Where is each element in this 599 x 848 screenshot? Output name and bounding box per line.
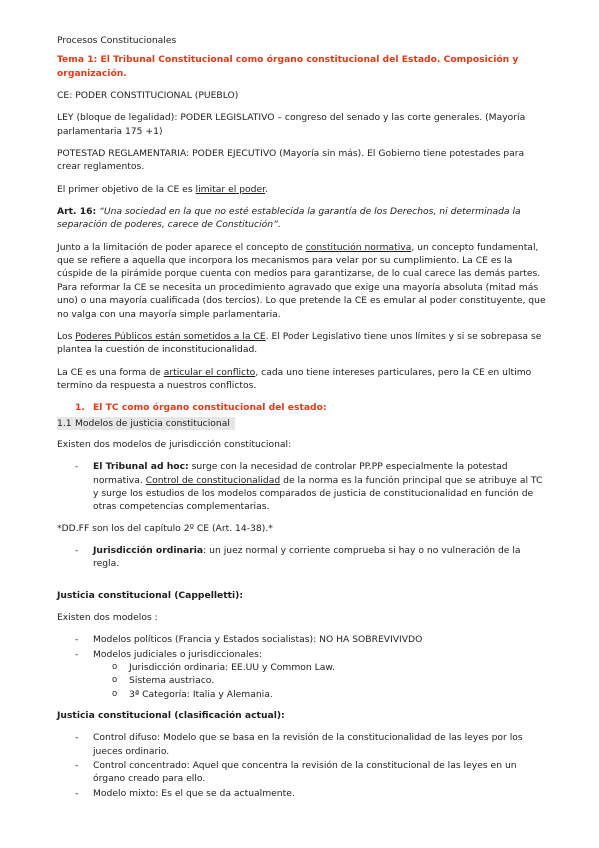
list-item xyxy=(57,460,547,513)
list-item xyxy=(57,544,547,571)
heading-cappelletti: Justicia constitucional (Cappelletti): xyxy=(57,589,244,601)
subsection-number: 1.1 xyxy=(57,417,72,429)
line-ley: LEY (bloque de legalidad): PODER LEGISLATIVO – congreso del senado y las corte generales. (Mayoría parlamentaria 175 +1) xyxy=(57,112,526,137)
text-span: surge con la necesidad de controlar PP.PP especialmente la potestad normativa. xyxy=(93,461,508,486)
sub-list-item: o 3ª Categoría: Italia y Alemania. xyxy=(93,688,547,701)
line-objetivo xyxy=(57,183,547,196)
sub-list-item: o Jurisdicción ordinaria: EE.UU y Common Law. xyxy=(93,661,547,674)
section-title: El TC como órgano constitucional del estado: xyxy=(93,402,327,414)
list-item: - Control difuso: Modelo que se basa en la revisión de la constitucionalidad de las leyes por los jueces ordinario. xyxy=(57,731,547,758)
underlined-text: articular el conflicto xyxy=(163,366,256,378)
list-item: - Modelo mixto: Es el que se da actualmente. xyxy=(57,787,547,800)
text-span: La CE es una forma de xyxy=(57,366,164,378)
underlined-text: Poderes Públicos están sometidos a la CE xyxy=(75,330,266,342)
underlined-text: constitución normativa xyxy=(305,241,412,253)
document-page xyxy=(57,34,547,808)
text-span: . xyxy=(265,183,269,195)
text-span: . El Poder Legislativo tiene unos límites y si se sobrepasa se plantea la cuestión de inconstitucionalidad. xyxy=(57,330,542,356)
text-span: : un juez normal y corriente comprueba si hay o no vulneración de la regla. xyxy=(93,544,521,570)
text-span: , cada uno tiene intereses particulares, pero la CE en ultimo termino da respuesta a nuestros conflictos. xyxy=(57,366,532,391)
underlined-text: Control de constitucionalidad xyxy=(145,474,281,486)
paragraph-constitucion-normativa xyxy=(57,241,547,321)
article-label: Art. 16: xyxy=(57,206,97,218)
modelos-list xyxy=(57,460,547,513)
section-number: 1. xyxy=(75,402,85,414)
text-span: Los xyxy=(57,330,76,342)
doc-header: Procesos Constitucionales xyxy=(57,35,177,46)
paragraph-poderes-publicos xyxy=(57,330,547,357)
paragraph-existen: Existen dos modelos : xyxy=(57,612,158,623)
line-ce: CE: PODER CONSTITUCIONAL (PUEBLO) xyxy=(57,90,239,102)
item-label: El Tribunal ad hoc: xyxy=(93,461,189,473)
list-item: - Control concentrado: Aquel que concentra la revisión de la constitucional de las leyes en un órgano creado para ello. xyxy=(57,759,547,786)
text-span: de la norma es la función principal que se atribuye al TC y surge los estudios de los modelos comparados de justicia de constitucionalidad en función de otras competencias complementarias. xyxy=(93,474,543,513)
note-ddff: *DD.FF son los del capítulo 2º CE (Art. 14-38).* xyxy=(57,522,273,534)
doc-title: Tema 1: El Tribunal Constitucional como órgano constitucional del Estado. Composición y organización. xyxy=(57,54,519,79)
heading-clasificacion: Justicia constitucional (clasificación actual): xyxy=(57,710,285,722)
subsection-heading xyxy=(57,417,235,430)
cappelletti-list xyxy=(57,633,547,701)
underlined-text: limitar el poder xyxy=(195,183,266,195)
text-span: El primer objetivo de la CE es xyxy=(57,183,196,195)
item-label: Jurisdicción ordinaria xyxy=(93,544,204,556)
sub-list-item: o Sistema austriaco. xyxy=(93,674,547,687)
article-16 xyxy=(57,205,547,232)
text-span: Modelos judiciales o jurisdiccionales: xyxy=(93,648,263,660)
list-item: - Modelos políticos (Francia y Estados socialistas): NO HA SOBREVIVIVDO xyxy=(57,633,547,646)
article-quote: “Una sociedad en la que no esté establecida la garantía de los Derechos, ni determinada la separación de poderes, carece de Constitución”. xyxy=(57,206,521,231)
clasificacion-list xyxy=(57,731,547,800)
paragraph-modelos: Existen dos modelos de jurisdicción constitucional: xyxy=(57,438,292,450)
paragraph-conflicto xyxy=(57,366,547,393)
sub-list xyxy=(93,661,547,701)
text-span: Junto a la limitación de poder aparece el concepto de xyxy=(57,241,306,253)
line-potestad: POTESTAD REGLAMENTARIA: PODER EJECUTIVO (Mayoría sin más). El Gobierno tiene potestades para crear reglamentos. xyxy=(57,148,525,173)
section-heading xyxy=(57,401,547,414)
list-item xyxy=(57,648,547,701)
jurisdiccion-list xyxy=(57,544,547,571)
text-span: , un concepto fundamental, que se refiere a aquella que incorpora los mecanismos para velar por su cumplimiento. La CE es la cúspide de la pirámide porque cuenta con medios para garantizarse, de lo cual carece las demás partes. Para reformar la CE se necesita un procedimiento agravado que exige una mayoría absoluta (mitad más uno) o una mayoría cualificada (dos tercios). Lo que pretende la CE es emular al poder constituyente, que no valga con una mayoría simple parlamentaria. xyxy=(57,241,546,320)
subsection-title: Modelos de justicia constitucional xyxy=(75,417,230,429)
